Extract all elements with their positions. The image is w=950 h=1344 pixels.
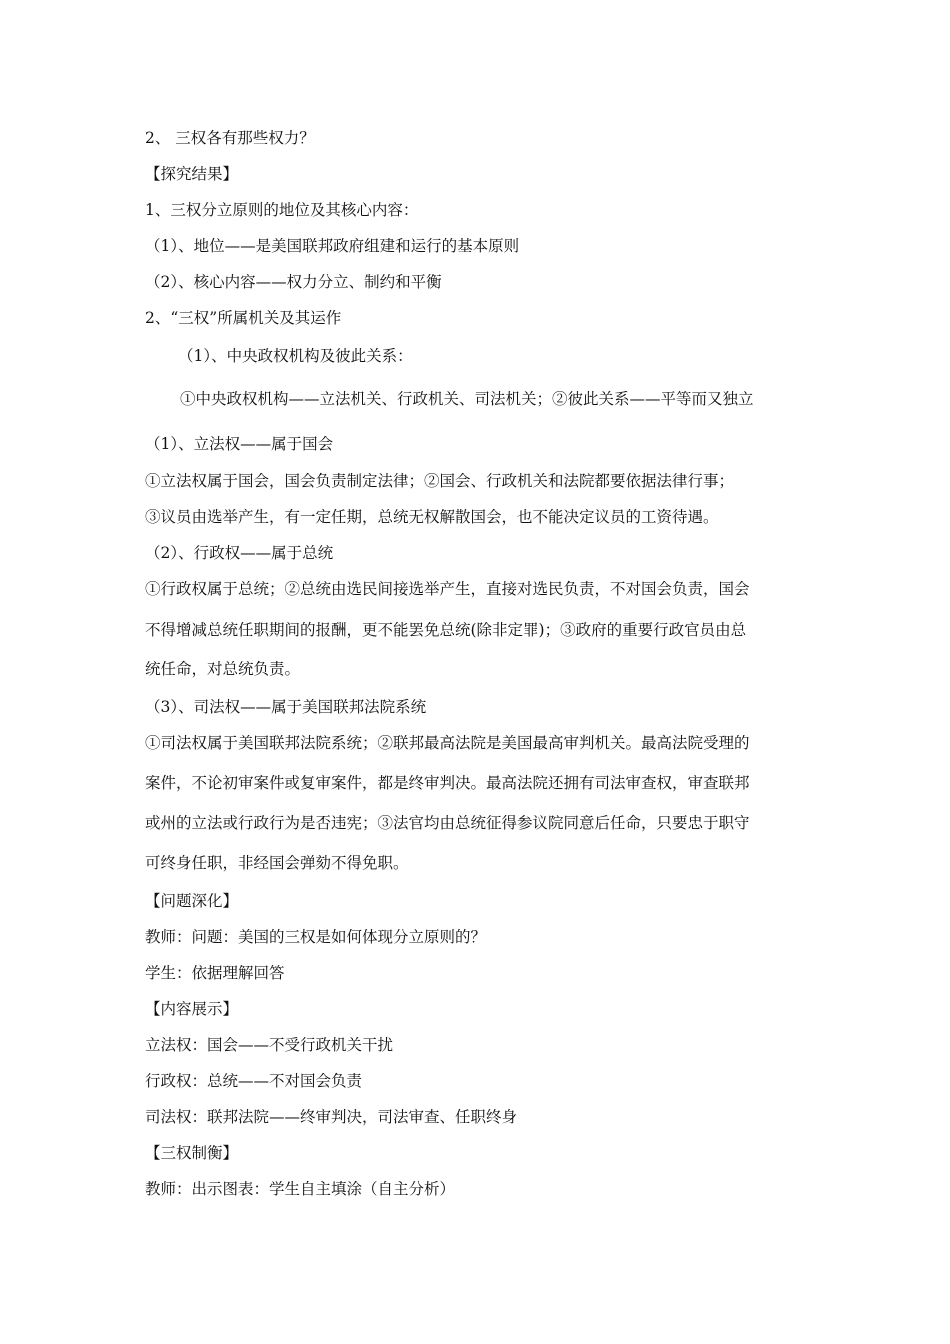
- section-heading-deepen: 【问题深化】: [145, 892, 239, 910]
- executive-line-3: 统任命，对总统负责。: [145, 660, 301, 678]
- section-heading-display: 【内容展示】: [145, 1000, 239, 1018]
- executive-line-2: 不得增减总统任职期间的报酬，更不能罢免总统(除非定罪)；③政府的重要行政官员由总: [145, 621, 747, 639]
- student-answer: 学生：依据理解回答: [145, 964, 285, 982]
- teacher-question: 教师：问题：美国的三权是如何体现分立原则的？: [145, 928, 487, 946]
- legislative-line-1: ①立法权属于国会，国会负责制定法律；②国会、行政机关和法院都要依据法律行事；: [145, 472, 735, 490]
- teacher-chart-instruction: 教师：出示图表：学生自主填涂（自主分析）: [145, 1180, 456, 1198]
- executive-line-1: ①行政权属于总统；②总统由选民间接选举产生，直接对选民负责，不对国会负责，国会: [145, 580, 750, 598]
- display-executive: 行政权：总统——不对国会负责: [145, 1072, 363, 1090]
- judicial-line-4: 可终身任职，非经国会弹劾不得免职。: [145, 854, 409, 872]
- judicial-line-1: ①司法权属于美国联邦法院系统；②联邦最高法院是美国最高审判机关。最高法院受理的: [145, 734, 750, 752]
- display-legislative: 立法权：国会——不受行政机关干扰: [145, 1036, 394, 1054]
- judicial-line-3: 或州的立法或行政行为是否违宪；③法官均由总统征得参议院同意后任命，只要忠于职守: [145, 814, 750, 832]
- point-2-heading: 2、“三权”所属机关及其运作: [145, 309, 342, 327]
- central-organs-heading: （1）、中央政权机构及彼此关系：: [178, 347, 413, 365]
- executive-heading: （2）、行政权——属于总统: [145, 544, 334, 562]
- central-organs-detail: ①中央政权机构——立法机关、行政机关、司法机关；②彼此关系——平等而又独立: [180, 390, 754, 408]
- section-heading-results: 【探究结果】: [145, 165, 239, 183]
- section-heading-checks: 【三权制衡】: [145, 1144, 239, 1162]
- judicial-heading: （3）、司法权——属于美国联邦法院系统: [145, 698, 427, 716]
- question-2: 2、 三权各有那些权力？: [145, 129, 315, 147]
- legislative-heading: （1）、立法权——属于国会: [145, 435, 334, 453]
- point-1-core: （2）、核心内容——权力分立、制约和平衡: [145, 273, 442, 291]
- point-1-heading: 1、三权分立原则的地位及其核心内容：: [145, 201, 419, 219]
- display-judicial: 司法权：联邦法院——终审判决，司法审查、任职终身: [145, 1108, 518, 1126]
- legislative-line-2: ③议员由选举产生，有一定任期，总统无权解散国会，也不能决定议员的工资待遇。: [145, 508, 719, 526]
- point-1-status: （1）、地位——是美国联邦政府组建和运行的基本原则: [145, 237, 520, 255]
- judicial-line-2: 案件，不论初审案件或复审案件，都是终审判决。最高法院还拥有司法审查权，审查联邦: [145, 774, 750, 792]
